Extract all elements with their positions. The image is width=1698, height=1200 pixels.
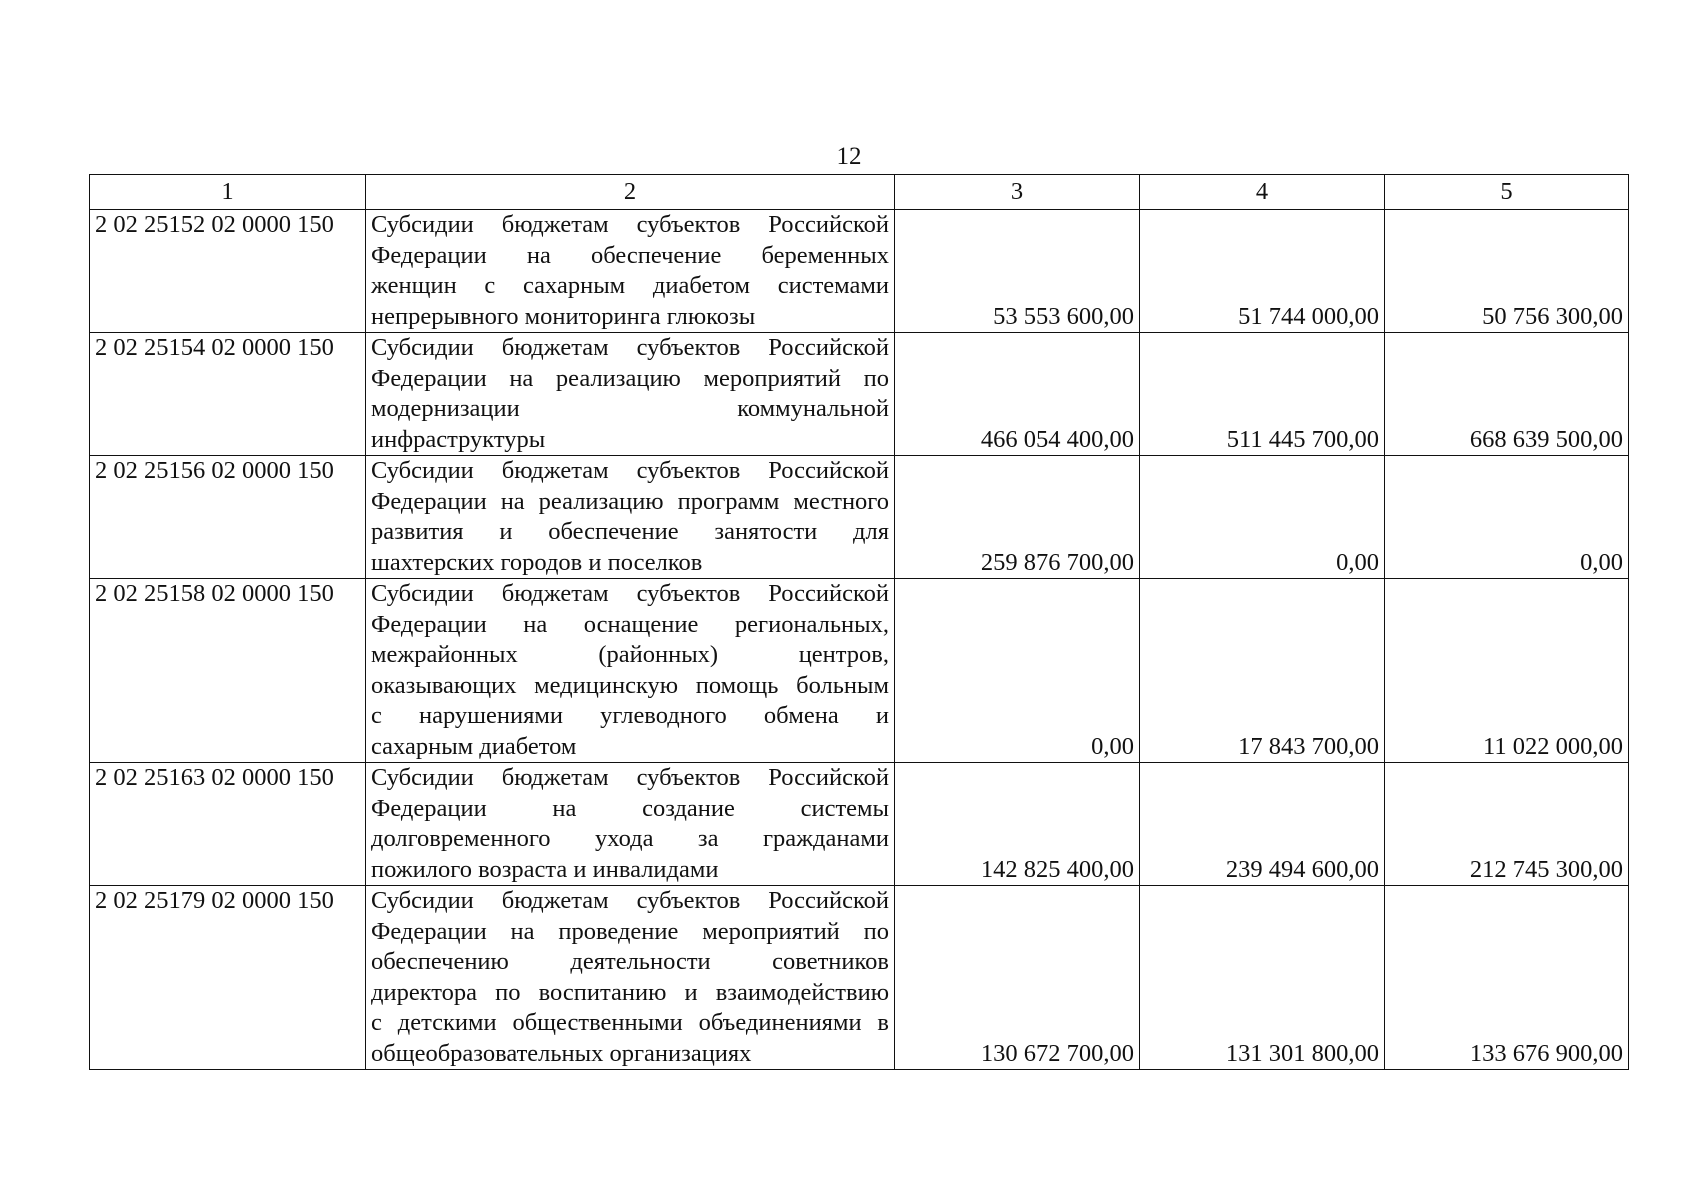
description-line: непрерывного мониторинга глюкозы	[371, 302, 756, 330]
description-line: инфраструктуры	[371, 425, 546, 453]
description-line: Субсидии бюджетам субъектов Российской	[371, 334, 889, 361]
description-line: женщин с сахарным диабетом системами	[371, 272, 889, 299]
table-row	[90, 579, 1629, 763]
description-line: общеобразовательных организациях	[371, 1039, 752, 1067]
budget-code-cell: 2 02 25179 02 0000 150	[90, 886, 366, 1070]
description-line: с детскими общественными объединениями в	[371, 1009, 889, 1036]
table-row	[90, 456, 1629, 579]
description-line: Федерации на реализацию мероприятий по	[371, 364, 889, 392]
description-line: директора по воспитанию и взаимодействию	[371, 978, 889, 1006]
budget-code-cell: 2 02 25156 02 0000 150	[90, 456, 366, 579]
description-line: Федерации на оснащение региональных,	[371, 610, 889, 638]
description-line: Федерации на проведение мероприятий по	[371, 917, 889, 945]
header-row	[90, 175, 1629, 210]
budget-code-cell: 2 02 25152 02 0000 150	[90, 210, 366, 333]
amount-col-4-cell: 51 744 000,00	[1140, 210, 1385, 333]
description-line: Субсидии бюджетам субъектов Российской	[371, 764, 889, 791]
description-line: оказывающих медицинскую помощь больным	[371, 671, 889, 699]
description-cell	[366, 210, 895, 333]
amount-col-5-cell: 50 756 300,00	[1385, 210, 1629, 333]
description-line: Федерации на реализацию программ местного	[371, 487, 889, 515]
description-line: пожилого возраста и инвалидами	[371, 855, 719, 883]
description-line: Субсидии бюджетам субъектов Российской	[371, 457, 889, 484]
amount-col-4-cell: 17 843 700,00	[1140, 579, 1385, 763]
description-line: с нарушениями углеводного обмена и	[371, 702, 889, 729]
description-line: шахтерских городов и поселков	[371, 548, 703, 576]
description-line: долговременного ухода за гражданами	[371, 825, 889, 852]
amount-col-3-cell: 466 054 400,00	[895, 333, 1140, 456]
amount-col-3-cell: 130 672 700,00	[895, 886, 1140, 1070]
description-cell	[366, 333, 895, 456]
description-cell	[366, 763, 895, 886]
budget-table	[89, 174, 1629, 1070]
description-line: Субсидии бюджетам субъектов Российской	[371, 887, 889, 914]
description-line: обеспечению деятельности советников	[371, 948, 889, 975]
amount-col-4-cell: 239 494 600,00	[1140, 763, 1385, 886]
amount-col-5-cell: 212 745 300,00	[1385, 763, 1629, 886]
amount-col-5-cell: 668 639 500,00	[1385, 333, 1629, 456]
table-row	[90, 210, 1629, 333]
description-line: развития и обеспечение занятости для	[371, 518, 889, 545]
description-line: Федерации на создание системы	[371, 794, 889, 822]
amount-col-3-cell: 142 825 400,00	[895, 763, 1140, 886]
header-cell-1: 1	[90, 175, 366, 210]
amount-col-5-cell: 11 022 000,00	[1385, 579, 1629, 763]
description-cell	[366, 579, 895, 763]
description-cell	[366, 886, 895, 1070]
header-cell-3: 3	[895, 175, 1140, 210]
header-cell-4: 4	[1140, 175, 1385, 210]
description-line: модернизации коммунальной	[371, 395, 889, 422]
header-cell-5: 5	[1385, 175, 1629, 210]
amount-col-3-cell: 53 553 600,00	[895, 210, 1140, 333]
budget-code-cell: 2 02 25154 02 0000 150	[90, 333, 366, 456]
description-line: сахарным диабетом	[371, 732, 577, 760]
amount-col-3-cell: 0,00	[895, 579, 1140, 763]
table-row	[90, 763, 1629, 886]
page-number: 12	[836, 143, 862, 170]
amount-col-5-cell: 0,00	[1385, 456, 1629, 579]
description-line: Федерации на обеспечение беременных	[371, 241, 889, 269]
amount-col-4-cell: 131 301 800,00	[1140, 886, 1385, 1070]
description-cell	[366, 456, 895, 579]
description-line: Субсидии бюджетам субъектов Российской	[371, 580, 889, 607]
description-line: Субсидии бюджетам субъектов Российской	[371, 211, 889, 238]
budget-code-cell: 2 02 25158 02 0000 150	[90, 579, 366, 763]
table-row	[90, 333, 1629, 456]
header-cell-2: 2	[366, 175, 895, 210]
budget-code-cell: 2 02 25163 02 0000 150	[90, 763, 366, 886]
amount-col-3-cell: 259 876 700,00	[895, 456, 1140, 579]
table-row	[90, 886, 1629, 1070]
amount-col-4-cell: 0,00	[1140, 456, 1385, 579]
amount-col-4-cell: 511 445 700,00	[1140, 333, 1385, 456]
amount-col-5-cell: 133 676 900,00	[1385, 886, 1629, 1070]
description-line: межрайонных (районных) центров,	[371, 641, 889, 668]
